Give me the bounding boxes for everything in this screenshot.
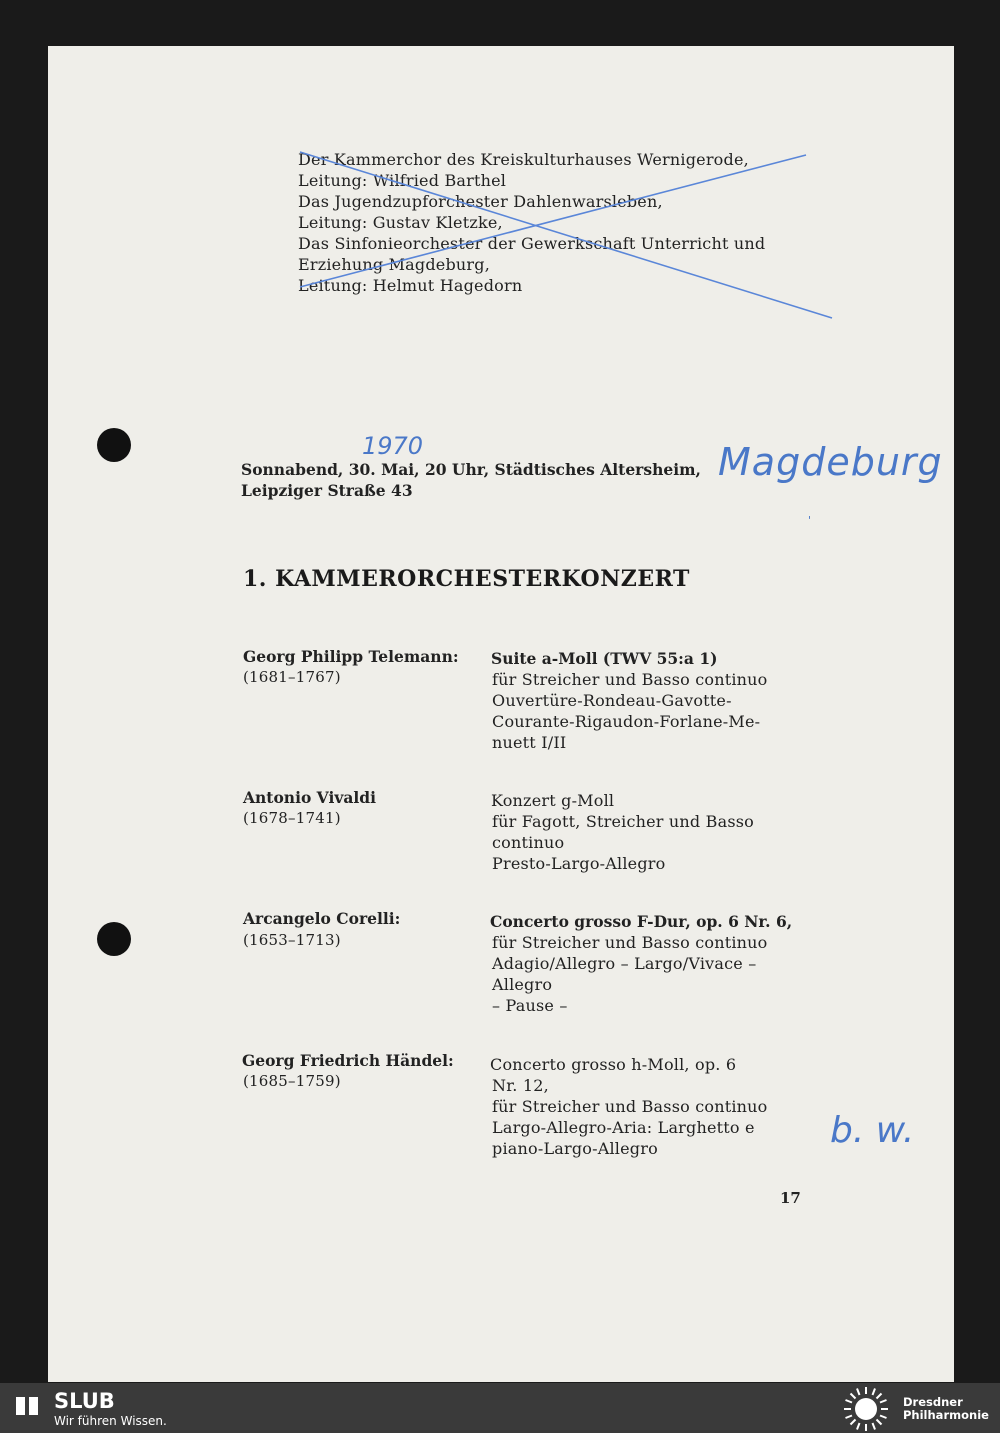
- slub-name: SLUB: [54, 1389, 115, 1413]
- work-line: Adagio/Allegro – Largo/Vivace –: [492, 954, 757, 973]
- punch-hole-top: [97, 428, 131, 462]
- crossed-line: Leitung: Gustav Kletzke,: [298, 213, 503, 232]
- work-line: Concerto grosso h-Moll, op. 6: [490, 1055, 737, 1074]
- cross-out-mark: [0, 0, 1000, 400]
- work-line: für Streicher und Basso continuo: [492, 1097, 768, 1116]
- crossed-line: Das Jugendzupforchester Dahlenwarsleben,: [298, 192, 663, 211]
- page-number: 17: [780, 1189, 801, 1207]
- work-line: Allegro: [492, 975, 553, 994]
- work-line: für Streicher und Basso continuo: [492, 933, 768, 952]
- work-line: Nr. 12,: [492, 1076, 549, 1095]
- concert-title: 1. KAMMERORCHESTERKONZERT: [243, 566, 690, 592]
- handwritten-city: Magdeburg: [718, 440, 943, 484]
- work-line: Konzert g-Moll: [491, 791, 615, 810]
- work-line: Suite a-Moll (TWV 55:a 1): [491, 649, 718, 668]
- philharmonie-logo-icon: [842, 1385, 890, 1433]
- crossed-line: Das Sinfonieorchester der Gewerkschaft Unterricht und: [298, 234, 766, 253]
- crossed-line: Erziehung Magdeburg,: [298, 255, 490, 274]
- composer-years: (1681–1767): [243, 668, 341, 686]
- philharmonie-name: [903, 1396, 989, 1422]
- composer-name: Georg Friedrich Händel:: [242, 1051, 454, 1070]
- composer-years: (1653–1713): [243, 931, 341, 949]
- slub-logo-icon: [14, 1393, 40, 1419]
- philharmonie-name-line-1: Dresdner: [903, 1395, 963, 1409]
- composer-name: Arcangelo Corelli:: [243, 909, 401, 928]
- handwritten-tick: ': [808, 514, 812, 527]
- composer-years: (1678–1741): [243, 809, 341, 827]
- work-line: für Streicher und Basso continuo: [492, 670, 768, 689]
- work-line: nuett I/II: [492, 733, 567, 752]
- event-line-2: Leipziger Straße 43: [241, 481, 413, 500]
- work-line: Ouvertüre-Rondeau-Gavotte-: [492, 691, 732, 710]
- work-line: für Fagott, Streicher und Basso: [492, 812, 755, 831]
- crossed-line: Leitung: Helmut Hagedorn: [298, 276, 523, 295]
- crossed-line: Der Kammerchor des Kreiskulturhauses Wernigerode,: [298, 150, 749, 169]
- event-line-1: Sonnabend, 30. Mai, 20 Uhr, Städtisches Altersheim,: [241, 460, 701, 479]
- slub-slogan: Wir führen Wissen.: [54, 1414, 167, 1428]
- work-line: Largo-Allegro-Aria: Larghetto e: [492, 1118, 755, 1137]
- footer-bar: [0, 1383, 1000, 1433]
- philharmonie-name-line-2: Philharmonie: [903, 1408, 989, 1422]
- crossed-line: Leitung: Wilfried Barthel: [298, 171, 507, 190]
- composer-name: Georg Philipp Telemann:: [243, 647, 459, 666]
- work-line: Concerto grosso F-Dur, op. 6 Nr. 6,: [490, 912, 793, 931]
- work-line: – Pause –: [492, 996, 568, 1015]
- punch-hole-bottom: [97, 922, 131, 956]
- composer-years: (1685–1759): [243, 1072, 341, 1090]
- work-line: continuo: [492, 833, 565, 852]
- work-line: Presto-Largo-Allegro: [492, 854, 666, 873]
- work-line: piano-Largo-Allegro: [492, 1139, 658, 1158]
- handwritten-year: 1970: [362, 432, 424, 460]
- work-line: Courante-Rigaudon-Forlane-Me-: [492, 712, 761, 731]
- handwritten-bw-note: b. w.: [830, 1110, 915, 1151]
- composer-name: Antonio Vivaldi: [243, 788, 376, 807]
